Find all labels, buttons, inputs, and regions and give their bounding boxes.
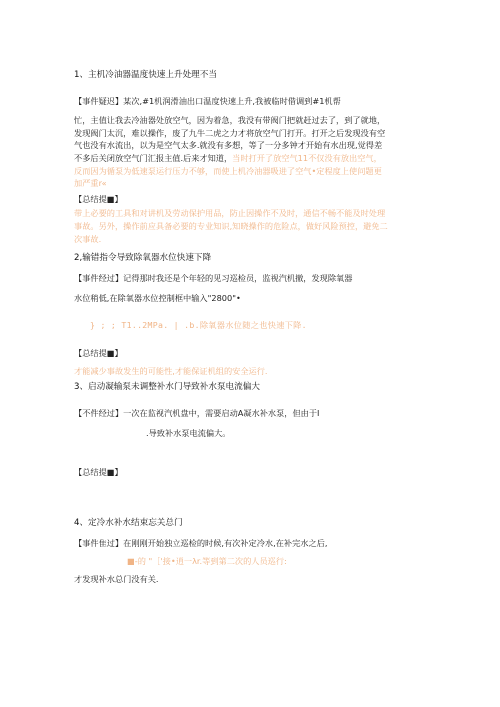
event-text-dark: 不多后关闭放空气门汇报主值.后来才知道， xyxy=(74,153,233,163)
event-paragraph-line: 【不件经过】一次在监视汽机盘中，需要启动A凝水补水泵，但由于I xyxy=(74,408,320,418)
event-paragraph-line xyxy=(74,153,382,163)
event-paragraph-line: 【事件隹过】在刚刚开始独立巡检的时候,有次补定冷水,在补完水之后, xyxy=(74,538,328,548)
summary-label: 【总结提■】 xyxy=(74,467,123,477)
section-heading: 4、定冷水补水结束忘关总门 xyxy=(74,518,183,528)
event-paragraph-line: 忙，主值让我去冷油器处放空气，因为着急，我没有带阀门把就赶过去了，到了就地， xyxy=(74,115,386,125)
event-text-faded: 当时打开了放空气11不仅没有放出空气， xyxy=(232,153,382,163)
section-heading: 3、启动凝输泵未调整补水门导致补水泵电流偏大 xyxy=(74,382,260,392)
event-paragraph-line: 发现阀门太沉，难以操作，废了九牛二虎之力才将放空气门打开。打开之后发现没有空 xyxy=(74,128,386,138)
faded-line: ■-的 "［'接•逍一λr.等到第二次的人员巡行: xyxy=(127,556,287,566)
event-faded-line: 反而因为循泵为低速泵运行压力不够，而使上机冷油器吸进了空气•定程度上使问题更 xyxy=(74,166,382,176)
summary-line: 次事故. xyxy=(74,234,102,244)
summary-line: 事故。另外，操作前应具备必要的专业知识,知晓操作的危险点，做好风险预控，避免二 xyxy=(74,221,388,231)
event-paragraph-line: .导致补水泵电流偏大。 xyxy=(146,428,231,438)
event-paragraph-line: 气也没有水流出，以为是空气太多.就没有多想，等了一分多钟才开始有水出现,觉得差 xyxy=(74,140,383,150)
event-paragraph-line: 水位稍低,在除氧器水位控制框中输入"2800"• xyxy=(74,293,241,303)
summary-label: 【总结提■】 xyxy=(74,194,123,204)
faded-code-line: } ; ; T1..2MPa. | .b.除氧器水位随之也快速下降. xyxy=(90,320,307,330)
summary-line: 带上必要的工具和对讲机及劳动保护用品，防止因操作不及时，通信不畅不能及时处理 xyxy=(74,208,386,218)
summary-line: 才能减少事故发生的可能性,才能保证机组的安全运行. xyxy=(74,366,268,376)
section-heading: 2,输错指令导致除氧器水位快速下降 xyxy=(74,253,212,263)
summary-label: 【总结提■】 xyxy=(74,348,123,358)
event-paragraph-line: 才发现补水总门没有关. xyxy=(74,574,159,584)
event-faded-line: 加严重r« xyxy=(74,178,107,188)
event-paragraph-line: 【事件疑迟】某次,#1机润滑油出口温度快速上升,我被临时借调到#1机帮 xyxy=(74,96,341,106)
event-paragraph-line: 【事件经过】记得那时我还是个年轻的见习巡检员，监视汽机撤，发现除氧器 xyxy=(74,273,353,283)
section-heading: 1、主机冷油器温度快速上升处理不当 xyxy=(74,70,217,80)
